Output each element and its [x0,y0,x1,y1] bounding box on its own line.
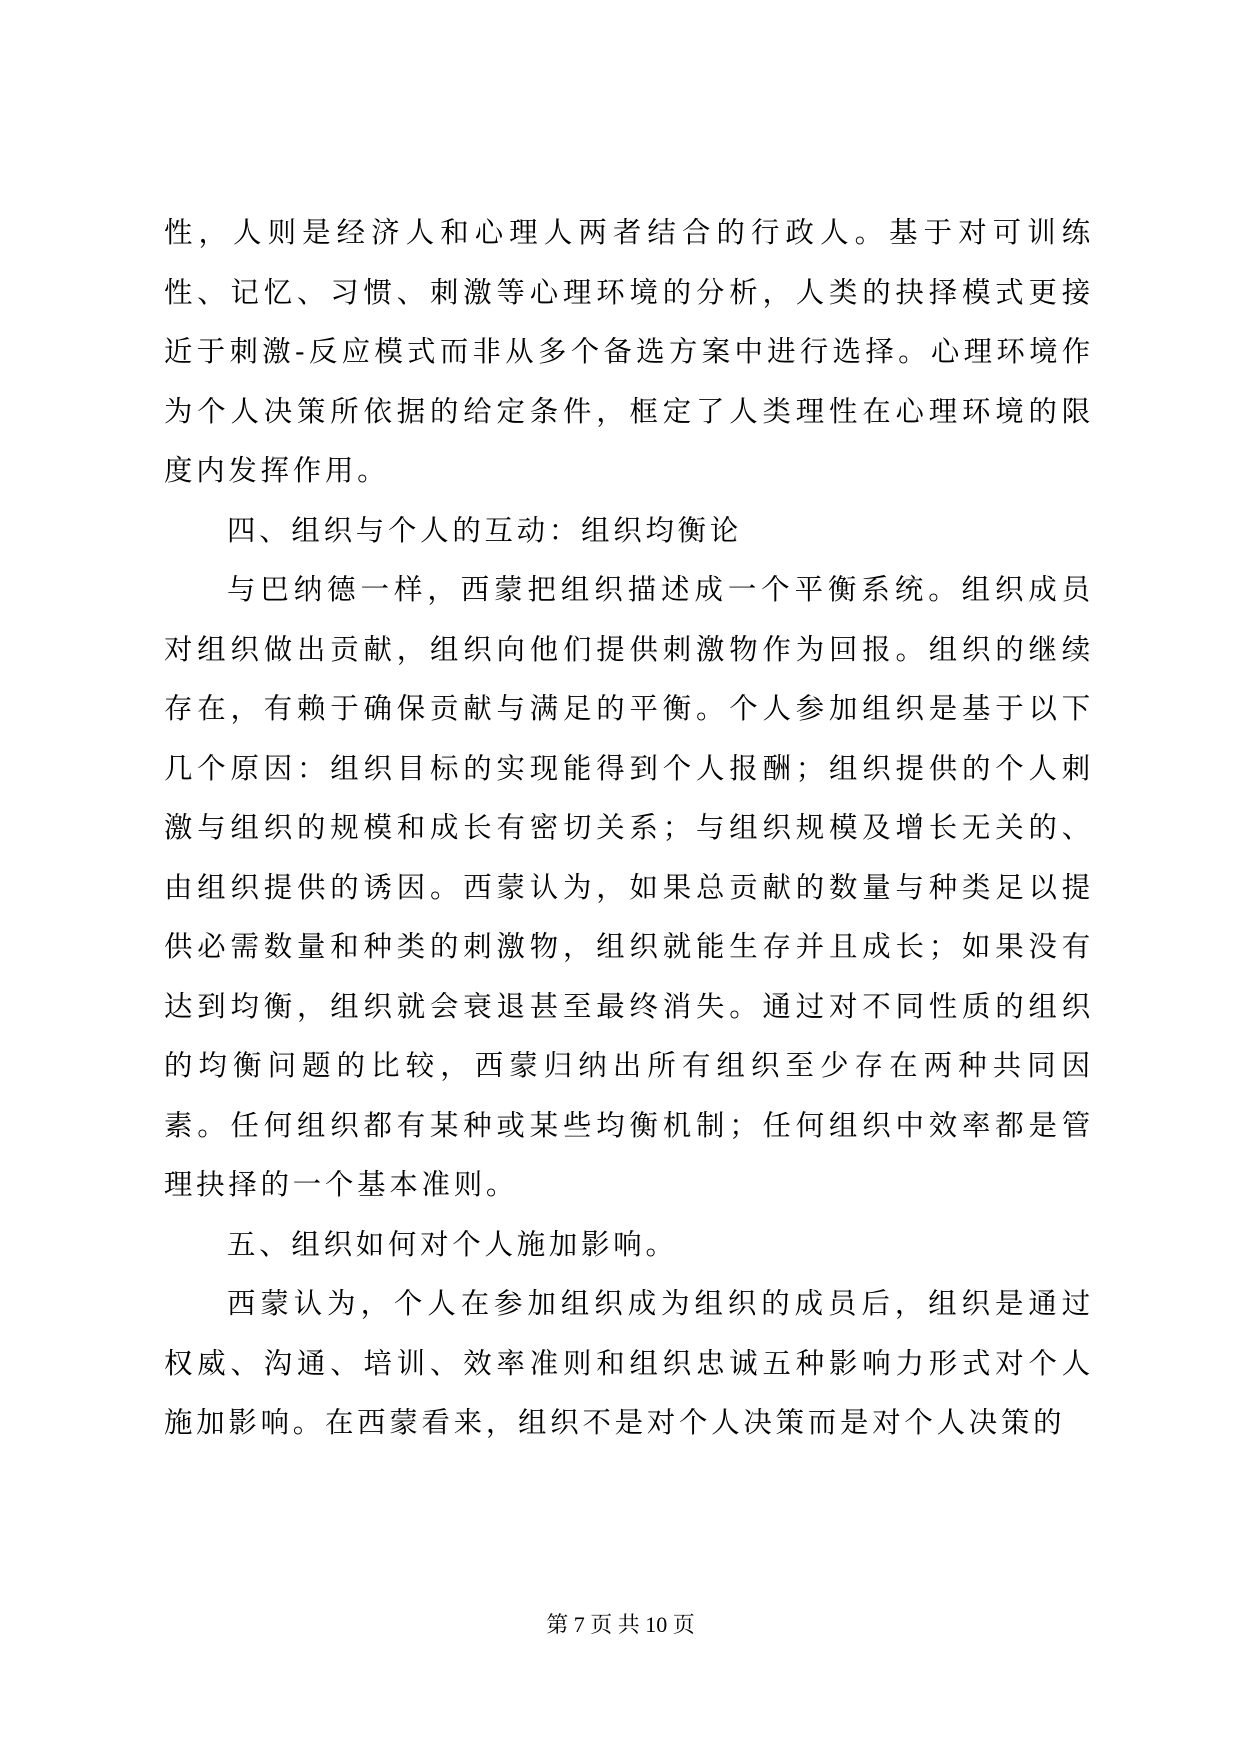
section-heading-5: 五、组织如何对个人施加影响。 [227,1227,678,1261]
paragraph-organization-equilibrium: 与巴纳德一样，西蒙把组织描述成一个平衡系统。组织成员对组织做出贡献，组织向他们提供刺激物作为回报。组织的继续存在，有赖于确保贡献与满足的平衡。个人参加组织是基于以下几个原因：组织目标的实现能得到个人报酬；组织提供的个人刺激与组织的规模和成长有密切关系；与组织规模及增长无关的、由组织提供的诱因。西蒙认为，如果总贡献的数量与种类足以提供必需数量和种类的刺激物，组织就能生存并且成长；如果没有达到均衡，组织就会衰退甚至最终消失。通过对不同性质的组织的均衡问题的比较，西蒙归纳出所有组织至少存在两种共同因素。任何组织都有某种或某些均衡机制；任何组织中效率都是管理抉择的一个基本准则。 [164,573,1094,1201]
document-body [164,203,1094,1453]
section-heading-4: 四、组织与个人的互动：组织均衡论 [227,513,743,547]
page-footer [0,1610,1241,1640]
page-number-label: 第 7 页 共 10 页 [546,1612,695,1637]
paragraph-continuation: 性，人则是经济人和心理人两者结合的行政人。基于对可训练性、记忆、习惯、刺激等心理环境的分析，人类的抉择模式更接近于刺激-反应模式而非从多个备选方案中进行选择。心理环境作为个人决策所依据的给定条件，框定了人类理性在心理环境的限度内发挥作用。 [164,216,1094,487]
paragraph-organization-influence: 西蒙认为，个人在参加组织成为组织的成员后，组织是通过权威、沟通、培训、效率准则和组织忠诚五种影响力形式对个人施加影响。在西蒙看来，组织不是对个人决策而是对个人决策的 [164,1287,1094,1439]
